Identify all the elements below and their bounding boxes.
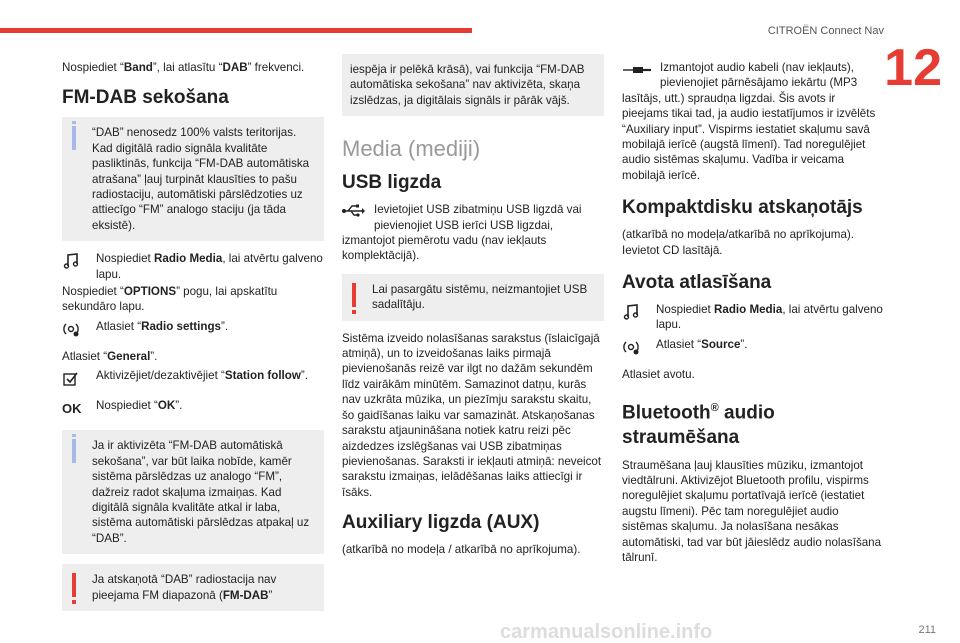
jack-plug-icon (622, 60, 660, 80)
running-header: CITROËN Connect Nav (767, 25, 884, 37)
section-title-media: Media (mediji) (342, 136, 481, 162)
usb-instruction: Ievietojiet USB zibatmiņu USB ligzdā vai pievienojiet USB ierīci USB ligzdai, izmantojot piemērotu vadu (nav iekļauts komplektācijā). (342, 203, 582, 263)
warning-icon (72, 573, 76, 597)
ok-icon: OK (62, 400, 82, 416)
info-icon (72, 439, 76, 463)
radio-settings-icon (62, 319, 92, 339)
bluetooth-text: Straumēšana ļauj klausīties mūziku, izmantojot viedtālruni. Aktivizējot Bluetooth profilu, vispirms noregulējiet skaļumu portatīvajā ierīcē (iestatiet augstu līmeni). Pēc tam noregulējiet audio sistēmas skaļumu. Ja nolasīšana nesākas automātiski, tad var būt jāieslēdz audio nolasīšana tālrunī. (622, 458, 882, 565)
heading-aux: Auxiliary ligzda (AUX) (342, 512, 540, 534)
info-note-2: Ja ir aktivizēta “FM-DAB automātiskā sekošana”, var būt laika nobīde, kamēr sistēma pārslēdzas uz analogo “FM”, dažreiz radot skaļuma izmaiņas. Kad digitālā signāla kvalitāte atkal ir laba, sistēma automātiski pārslēdzas atpakaļ uz “DAB”. (62, 430, 324, 554)
heading-cd-player: Kompaktdisku atskaņotājs (622, 197, 863, 219)
column-1 (62, 60, 324, 621)
warning-note: Ja atskaņotā “DAB” radiostacija nav pieejama FM diapazonā (FM-DAB” (62, 564, 324, 611)
column-2 (342, 60, 604, 558)
heading-usb: USB ligzda (342, 172, 442, 194)
usb-icon (342, 202, 374, 220)
info-icon (72, 126, 76, 150)
info-note: “DAB” nenosedz 100% valsts teritorijas. Kad digitālā radio signāla kvalitāte pasliktinās, funkcija “FM-DAB automātiska atrašana” ļauj turpināt klausīties to pašu radiostaciju, automātiski pārslēdzoties uz attiecīgo “FM” analogo staciju (ja tāda eksistē). (62, 117, 324, 241)
source-step-radio-media: Nospiediet Radio Media, lai atvērtu galveno lapu. (622, 302, 884, 333)
source-step-select: Atlasiet “Source”. (622, 337, 884, 357)
aux-availability: (atkarībā no modeļa / atkarībā no aprīkojuma). (342, 543, 581, 557)
heading-bluetooth-streaming: Bluetooth® audio straumēšana (622, 402, 775, 448)
header-accent-bar (0, 28, 472, 33)
warning-note-continued: iespēja ir pelēkā krāsā), vai funkcija “FM-DAB automātiska sekošana” nav aktivizēta, skaņa izslēdzas, ja digitālais signāls ir pārāk vājš. (342, 54, 604, 116)
heading-fm-dab: FM-DAB sekošana (62, 87, 229, 109)
step-general: Atlasiet “General”. (62, 349, 158, 363)
chapter-number: 12 (884, 39, 942, 97)
source-step-choose: Atlasiet avotu. (622, 367, 695, 381)
music-note-icon (622, 302, 652, 322)
step-radio-media: Nospiediet Radio Media, lai atvērtu galveno lapu. (62, 251, 324, 282)
music-note-icon (62, 251, 92, 271)
column-3 (622, 60, 884, 565)
heading-source-selection: Avota atlasīšana (622, 272, 772, 294)
band-instruction: Nospiediet “Band”, lai atlasītu “DAB” frekvenci. (62, 61, 305, 74)
step-options: Nospiediet “OPTIONS” pogu, lai apskatītu sekundāro lapu. (62, 285, 278, 314)
aux-instruction: Izmantojot audio kabeli (nav iekļauts), pievienojiet pārnēsājamo iekārtu (MP3 lasītājs, utt.) spraudņa ligzdai. Šis avots ir pieejams tikai tad, ja audio iestatījumos ir izvēlēts “Auxiliary input”. Vispirms iestatiet skaļumu savā mobilajā ierīcē (augstā līmenī). Tad noregulējiet audio sistēmas skaļumu. Vadība ir veicama mobilajā ierīcē. (622, 61, 876, 182)
playlist-info: Sistēma izveido nolasīšanas sarakstus (īslaicīgajā atmiņā), un to izveidošanas laiks pirmajā pievienošanās reizē var ilgt no dažām sekundēm līdz vairākām minūtēm. Samazinot datņu, kurās nav uzkrāta mūzika, un piezīmju sarakstu skaitu, šo gaidīšanas laiku var samazināt. Atskaņošanas sarakstu atjaunināšana notiek katru reizi pēc aizdedzes izslēgšanas vai USB zibatmiņas pievienošanas. Saraksti ir iekļauti atmiņā: neveicot sarakstu izmaiņas, ielādēšanas laiks attiecīgi ir īsāks. (342, 331, 602, 499)
page-number: 211 (918, 623, 936, 636)
warning-icon (352, 283, 356, 307)
warning-usb-hub: Lai pasargātu sistēmu, neizmantojiet USB sadalītāju. (342, 274, 604, 321)
step-radio-settings: Atlasiet “Radio settings”. (62, 319, 324, 339)
step-station-follow: Aktivizējiet/dezaktivējiet “Station follow”. (62, 368, 324, 388)
radio-settings-icon (622, 337, 652, 357)
cd-text: (atkarībā no modeļa/atkarībā no aprīkojuma). Ievietot CD lasītājā. (622, 228, 854, 257)
checkbox-icon (62, 368, 92, 388)
step-ok: OK Nospiediet “OK”. (62, 398, 324, 418)
watermark: carmanualsonline.info (500, 620, 713, 643)
